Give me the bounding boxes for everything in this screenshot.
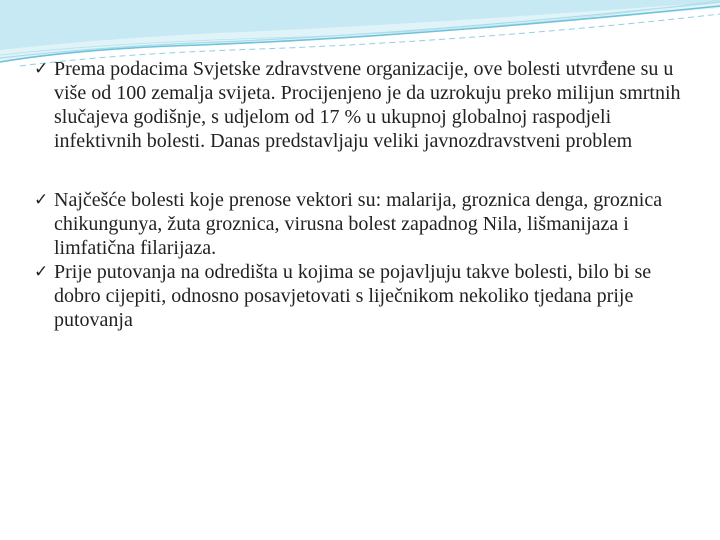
- bullet-item: [34, 188, 694, 260]
- check-mark-icon: ✓: [34, 262, 49, 282]
- bullet-text: Prije putovanja na odredišta u kojima se pojavljuju takve bolesti, bilo bi se dobro cijepiti, odnosno posavjetovati s liječnikom nekoliko tjedana prije putovanja: [54, 261, 652, 331]
- bullet-item: [34, 260, 694, 332]
- slide-content: [34, 57, 694, 332]
- spacer: [34, 153, 694, 188]
- bullet-item: [34, 57, 694, 153]
- check-mark-icon: ✓: [34, 190, 49, 210]
- bullet-text: Najčešće bolesti koje prenose vektori su: malarija, groznica denga, groznica chikungunya, žuta groznica, virusna bolest zapadnog Nila, lišmanijaza i limfatična filarijaza.: [54, 189, 663, 259]
- bullet-text: Prema podacima Svjetske zdravstvene organizacije, ove bolesti utvrđene su u više od 100 zemalja svijeta. Procijenjeno je da uzrokuju preko milijun smrtnih slučajeva godišnje, s udjelom od 17 % u ukupnoj globalnoj raspodjeli infektivnih bolesti. Danas predstavljaju veliki javnozdravstveni problem: [54, 58, 681, 152]
- check-mark-icon: ✓: [34, 59, 49, 79]
